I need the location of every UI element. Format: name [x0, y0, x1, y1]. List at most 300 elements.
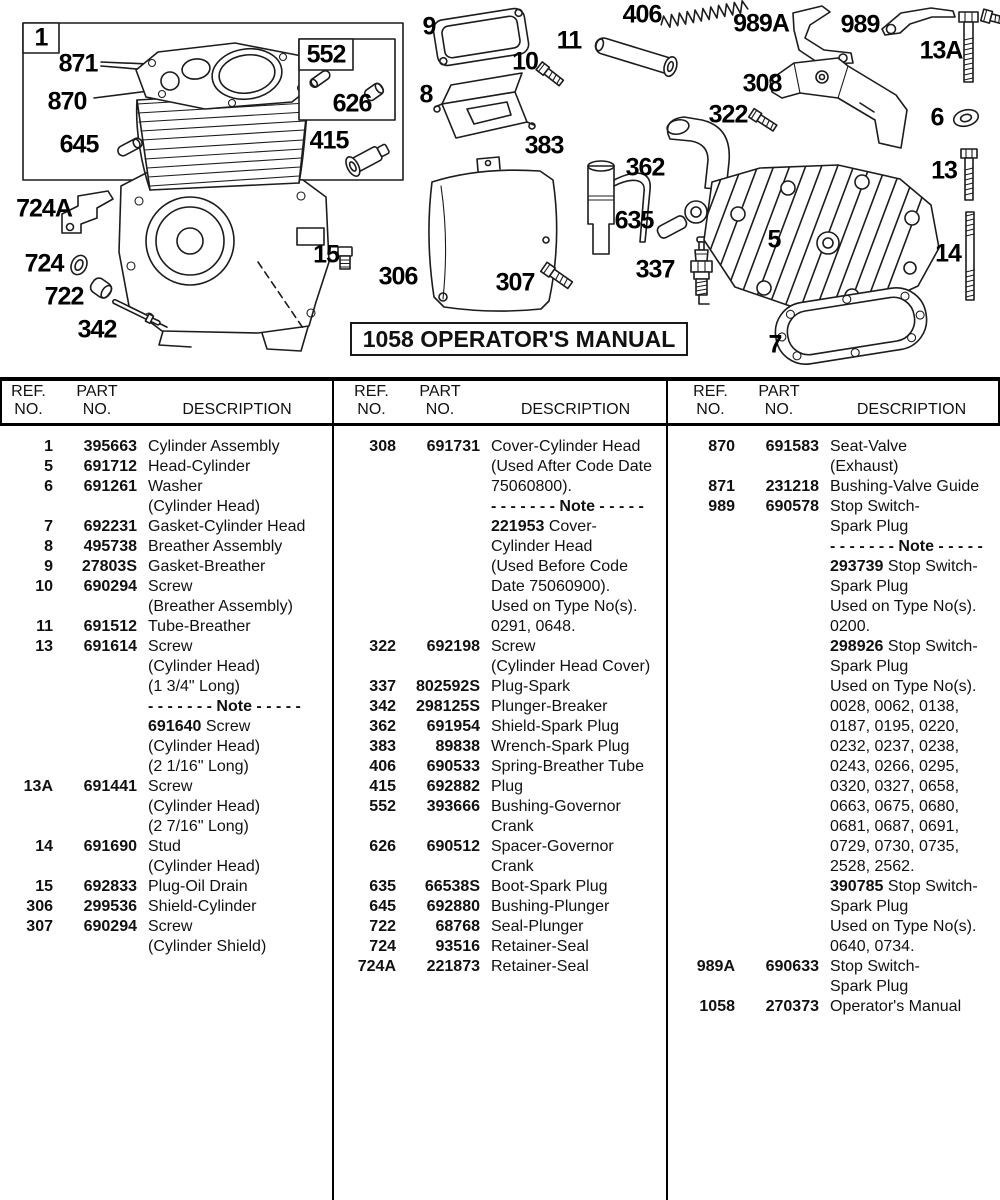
part-cell: 690633 [765, 958, 819, 975]
part-cell [735, 737, 819, 757]
table-row [0, 637, 333, 657]
part-cell [735, 877, 819, 897]
table-row [682, 917, 1000, 937]
desc-cell: Shield-Spark Plug [491, 718, 620, 735]
table-row [0, 457, 333, 477]
desc-cell: Spacer-Governor [491, 838, 614, 855]
desc-cell: (Used Before Code [491, 558, 628, 575]
ref-cell: 645 [369, 898, 396, 915]
table-row [0, 617, 333, 637]
ref-cell: 337 [369, 678, 396, 695]
part-cell [735, 757, 819, 777]
table-row [0, 777, 333, 797]
part-cell: 692198 [426, 638, 480, 655]
part-cell [53, 757, 137, 777]
desc-cell: (Cylinder Head) [148, 858, 261, 875]
ref-cell: 415 [369, 778, 396, 795]
part-cell [396, 497, 480, 517]
part-cell [396, 537, 480, 557]
table-row [682, 517, 1000, 537]
table-row [0, 717, 333, 737]
ref-cell [0, 717, 53, 737]
part-cell [735, 457, 819, 477]
desc-cell: Crank [491, 818, 534, 835]
callout-989A: 989A [733, 9, 789, 38]
desc-cell: Spark Plug [830, 978, 909, 995]
ref-cell: 15 [35, 878, 53, 895]
desc-cell: 221953 Cover- [491, 518, 597, 535]
ref-cell [0, 597, 53, 617]
table-row [343, 757, 667, 777]
part-cell [53, 597, 137, 617]
table-row [343, 517, 667, 537]
ref-cell: 871 [708, 478, 735, 495]
desc-cell: Tube-Breather [148, 618, 251, 635]
part-cell: 68768 [435, 918, 480, 935]
column-divider [666, 381, 668, 1200]
desc-cell: Spark Plug [830, 898, 909, 915]
table-row [343, 457, 667, 477]
desc-cell: (Cylinder Head) [148, 798, 261, 815]
part-cell [735, 797, 819, 817]
table-row [682, 717, 1000, 737]
ref-cell [682, 777, 735, 797]
ref-cell [0, 677, 53, 697]
part-cell [735, 857, 819, 877]
part-cell [396, 457, 480, 477]
desc-cell: Plug-Spark [491, 678, 571, 695]
ref-cell: 13 [35, 638, 53, 655]
ref-cell: 9 [44, 558, 53, 575]
ref-cell: 6 [44, 478, 53, 495]
ref-cell: 383 [369, 738, 396, 755]
table-row [0, 917, 333, 937]
column-header [2, 381, 335, 423]
ref-cell [682, 877, 735, 897]
table-row [0, 697, 333, 717]
part-cell [735, 897, 819, 917]
ref-cell [343, 577, 396, 597]
ref-cell [682, 657, 735, 677]
desc-cell: Used on Type No(s). [830, 678, 977, 695]
part-cell: 89838 [435, 738, 480, 755]
table-row [682, 677, 1000, 697]
part-cell: 690578 [765, 498, 819, 515]
table-row [682, 897, 1000, 917]
part-cell [396, 657, 480, 677]
desc-cell: Used on Type No(s). [491, 598, 638, 615]
desc-cell: Retainer-Seal [491, 938, 589, 955]
callout-645: 645 [59, 130, 99, 159]
part-cell: 691441 [83, 778, 137, 795]
ref-cell: 724A [357, 958, 396, 975]
parts-column-2 [333, 429, 667, 1200]
description-header: DESCRIPTION [856, 401, 967, 418]
table-row [682, 577, 1000, 597]
callout-6: 6 [930, 103, 944, 132]
desc-cell: (Cylinder Head) [148, 658, 261, 675]
table-row [343, 697, 667, 717]
desc-cell: Spark Plug [830, 658, 909, 675]
callout-626: 626 [332, 89, 372, 118]
desc-cell: Wrench-Spark Plug [491, 738, 630, 755]
desc-cell: Head-Cylinder [148, 458, 251, 475]
table-row [343, 657, 667, 677]
ref-cell [682, 537, 735, 557]
table-row [343, 577, 667, 597]
desc-cell: Seal-Plunger [491, 918, 584, 935]
table-row [682, 637, 1000, 657]
part-cell [735, 577, 819, 597]
table-row [343, 877, 667, 897]
part-cell: 691712 [83, 458, 137, 475]
callout-342: 342 [77, 315, 117, 344]
ref-cell: 552 [369, 798, 396, 815]
ref-cell: 1058 [699, 998, 735, 1015]
callout-635: 635 [614, 206, 654, 235]
table-row [682, 797, 1000, 817]
ref-cell: 14 [35, 838, 53, 855]
ref-cell [682, 817, 735, 837]
callout-308: 308 [742, 69, 782, 98]
diagram-callouts [0, 0, 1000, 377]
table-row [682, 817, 1000, 837]
table-row [0, 897, 333, 917]
part-cell [396, 517, 480, 537]
desc-cell: 0028, 0062, 0138, [830, 698, 960, 715]
table-row [682, 457, 1000, 477]
desc-cell: Used on Type No(s). [830, 598, 977, 615]
desc-cell: (Cylinder Head) [148, 498, 261, 515]
ref-cell: 10 [35, 578, 53, 595]
callout-724: 724 [24, 249, 64, 278]
ref-cell [682, 897, 735, 917]
part-cell: 298125S [415, 698, 480, 715]
ref-cell: 342 [369, 698, 396, 715]
table-row [0, 497, 333, 517]
table-row [0, 597, 333, 617]
table-row [343, 597, 667, 617]
callout-870: 870 [47, 87, 87, 116]
part-cell [396, 617, 480, 637]
part-cell: 691954 [426, 718, 480, 735]
ref-cell [0, 697, 53, 717]
desc-cell: (Exhaust) [830, 458, 899, 475]
callout-383: 383 [524, 131, 564, 160]
callout-5: 5 [767, 225, 781, 254]
description-header: DESCRIPTION [182, 401, 292, 418]
table-row [682, 617, 1000, 637]
table-row [682, 997, 1000, 1017]
part-cell: 270373 [765, 998, 819, 1015]
ref-cell [343, 657, 396, 677]
ref-cell [343, 617, 396, 637]
desc-cell: 75060800). [491, 478, 572, 495]
callout-11: 11 [556, 26, 582, 55]
callout-871: 871 [58, 49, 98, 78]
part-cell: 802592S [415, 678, 480, 695]
desc-cell: Breather Assembly [148, 538, 283, 555]
ref-cell [343, 817, 396, 837]
callout-337: 337 [635, 255, 675, 284]
ref-cell [343, 497, 396, 517]
table-row [0, 837, 333, 857]
part-cell: 690294 [83, 918, 137, 935]
column-header [669, 381, 1000, 423]
ref-cell: 13A [23, 778, 53, 795]
part-cell [735, 517, 819, 537]
part-cell [735, 837, 819, 857]
desc-cell: 0320, 0327, 0658, [830, 778, 960, 795]
part-cell [53, 697, 137, 717]
part-cell: 692833 [83, 878, 137, 895]
part-cell: 93516 [435, 938, 480, 955]
callout-406: 406 [622, 0, 662, 29]
ref-cell [0, 857, 53, 877]
part-cell: 691512 [83, 618, 137, 635]
desc-cell: Cylinder Head [491, 538, 593, 555]
table-row [0, 877, 333, 897]
ref-cell [0, 937, 53, 957]
table-row [343, 677, 667, 697]
part-cell [53, 817, 137, 837]
table-row [682, 757, 1000, 777]
ref-cell: 5 [44, 458, 53, 475]
part-cell [396, 557, 480, 577]
part-cell [735, 557, 819, 577]
part-cell [53, 717, 137, 737]
desc-cell: Bushing-Governor [491, 798, 621, 815]
desc-cell: Gasket-Cylinder Head [148, 518, 306, 535]
desc-cell: 390785 Stop Switch- [830, 878, 978, 895]
table-row [343, 777, 667, 797]
table-row [343, 637, 667, 657]
table-row [0, 737, 333, 757]
ref-cell [682, 617, 735, 637]
ref-cell: 11 [36, 618, 53, 635]
part-cell: 231218 [765, 478, 819, 495]
ref-cell [343, 457, 396, 477]
part-cell [396, 857, 480, 877]
table-row [0, 937, 333, 957]
table-row [343, 717, 667, 737]
callout-307: 307 [495, 268, 535, 297]
desc-cell: 0187, 0195, 0220, [830, 718, 960, 735]
desc-cell: Washer [148, 478, 203, 495]
desc-cell: Boot-Spark Plug [491, 878, 608, 895]
ref-cell [0, 757, 53, 777]
table-body [0, 429, 1000, 1200]
desc-cell: Screw [491, 638, 536, 655]
part-cell [735, 617, 819, 637]
table-row [343, 837, 667, 857]
ref-no-header: REF. NO. [11, 383, 46, 418]
table-row [0, 857, 333, 877]
table-row [343, 437, 667, 457]
callout-306: 306 [378, 262, 418, 291]
table-row [0, 677, 333, 697]
part-no-header: PART NO. [76, 383, 118, 418]
part-cell [735, 717, 819, 737]
ref-cell [682, 837, 735, 857]
desc-cell: Shield-Cylinder [148, 898, 257, 915]
part-cell [735, 917, 819, 937]
part-cell [396, 577, 480, 597]
ref-cell [0, 797, 53, 817]
callout-9: 9 [422, 12, 436, 41]
desc-cell: - - - - - - - Note - - - - - [148, 698, 301, 715]
desc-cell: 298926 Stop Switch- [830, 638, 978, 655]
parts-column-3 [667, 429, 1000, 1200]
ref-cell: 322 [369, 638, 396, 655]
callout-362: 362 [625, 153, 665, 182]
ref-cell [682, 797, 735, 817]
table-row [682, 877, 1000, 897]
callout-13: 13 [931, 156, 957, 185]
ref-cell [682, 977, 735, 997]
table-row [0, 517, 333, 537]
table-row [343, 857, 667, 877]
callout-14: 14 [935, 239, 961, 268]
table-row [682, 957, 1000, 977]
desc-cell: (2 1/16" Long) [148, 758, 249, 775]
desc-cell: Plunger-Breaker [491, 698, 608, 715]
ref-cell [682, 557, 735, 577]
desc-cell: Cylinder Assembly [148, 438, 280, 455]
parts-table [0, 377, 1000, 1200]
ref-cell: 870 [708, 438, 735, 455]
table-row [343, 737, 667, 757]
operators-manual-banner: 1058 OPERATOR'S MANUAL [350, 322, 688, 356]
part-cell [735, 677, 819, 697]
callout-322: 322 [708, 100, 748, 129]
ref-cell [343, 557, 396, 577]
desc-cell: Stop Switch- [830, 958, 920, 975]
table-row [682, 977, 1000, 997]
ref-cell [0, 817, 53, 837]
table-row [0, 797, 333, 817]
part-cell [735, 817, 819, 837]
table-header [0, 381, 1000, 426]
desc-cell: Gasket-Breather [148, 558, 266, 575]
part-cell: 690294 [83, 578, 137, 595]
ref-cell [0, 497, 53, 517]
ref-cell [682, 737, 735, 757]
desc-cell: 0681, 0687, 0691, [830, 818, 960, 835]
table-row [343, 917, 667, 937]
part-no-header: PART NO. [419, 383, 461, 418]
ref-cell [682, 457, 735, 477]
ref-cell [0, 737, 53, 757]
ref-cell: 362 [369, 718, 396, 735]
desc-cell: 0200. [830, 618, 871, 635]
callout-989: 989 [840, 10, 880, 39]
desc-cell: Bushing-Valve Guide [830, 478, 980, 495]
part-cell [735, 597, 819, 617]
table-row [343, 477, 667, 497]
part-cell: 393666 [426, 798, 480, 815]
part-cell [735, 537, 819, 557]
description-header: DESCRIPTION [520, 401, 631, 418]
part-cell [735, 697, 819, 717]
ref-cell: 1 [44, 438, 53, 455]
table-row [682, 737, 1000, 757]
desc-cell: 0243, 0266, 0295, [830, 758, 960, 775]
ref-cell: 626 [369, 838, 396, 855]
desc-cell: Stop Switch- [830, 498, 920, 515]
part-cell: 66538S [424, 878, 480, 895]
table-row [343, 497, 667, 517]
desc-cell: (2 7/16" Long) [148, 818, 249, 835]
ref-cell [343, 517, 396, 537]
part-cell: 691614 [83, 638, 137, 655]
part-cell [735, 937, 819, 957]
desc-cell: Bushing-Plunger [491, 898, 610, 915]
ref-cell [682, 937, 735, 957]
callout-552: 552 [306, 40, 346, 69]
table-row [343, 537, 667, 557]
desc-cell: (1 3/4" Long) [148, 678, 240, 695]
desc-cell: Spark Plug [830, 578, 909, 595]
desc-cell: - - - - - - - Note - - - - - [830, 538, 983, 555]
table-row [343, 957, 667, 977]
ref-cell: 722 [369, 918, 396, 935]
desc-cell: Spark Plug [830, 518, 909, 535]
desc-cell: 2528, 2562. [830, 858, 915, 875]
part-cell [53, 497, 137, 517]
table-row [682, 437, 1000, 457]
ref-cell [343, 537, 396, 557]
callout-415: 415 [309, 126, 349, 155]
table-row [343, 897, 667, 917]
ref-cell: 308 [369, 438, 396, 455]
desc-cell: Crank [491, 858, 534, 875]
ref-cell [682, 597, 735, 617]
ref-cell: 307 [26, 918, 53, 935]
desc-cell: (Cylinder Shield) [148, 938, 267, 955]
ref-cell [682, 717, 735, 737]
part-cell: 692231 [83, 518, 137, 535]
table-row [343, 797, 667, 817]
table-row [0, 477, 333, 497]
part-cell: 691690 [83, 838, 137, 855]
desc-cell: Seat-Valve [830, 438, 908, 455]
part-cell: 690533 [426, 758, 480, 775]
desc-cell: Spring-Breather Tube [491, 758, 644, 775]
desc-cell: 0729, 0730, 0735, [830, 838, 960, 855]
part-cell: 495738 [83, 538, 137, 555]
callout-7: 7 [768, 330, 782, 359]
ref-cell [682, 757, 735, 777]
desc-cell: 691640 Screw [148, 718, 251, 735]
part-cell [396, 477, 480, 497]
desc-cell: Screw [148, 578, 193, 595]
table-row [0, 577, 333, 597]
desc-cell: (Cylinder Head) [148, 738, 261, 755]
desc-cell: 0663, 0675, 0680, [830, 798, 960, 815]
ref-cell: 7 [44, 518, 53, 535]
table-row [682, 837, 1000, 857]
table-row [682, 857, 1000, 877]
ref-cell [682, 517, 735, 537]
part-no-header: PART NO. [758, 383, 800, 418]
table-row [682, 777, 1000, 797]
table-row [0, 537, 333, 557]
part-cell: 395663 [83, 438, 137, 455]
part-cell [53, 677, 137, 697]
part-cell: 691261 [83, 478, 137, 495]
callout-722: 722 [44, 282, 84, 311]
